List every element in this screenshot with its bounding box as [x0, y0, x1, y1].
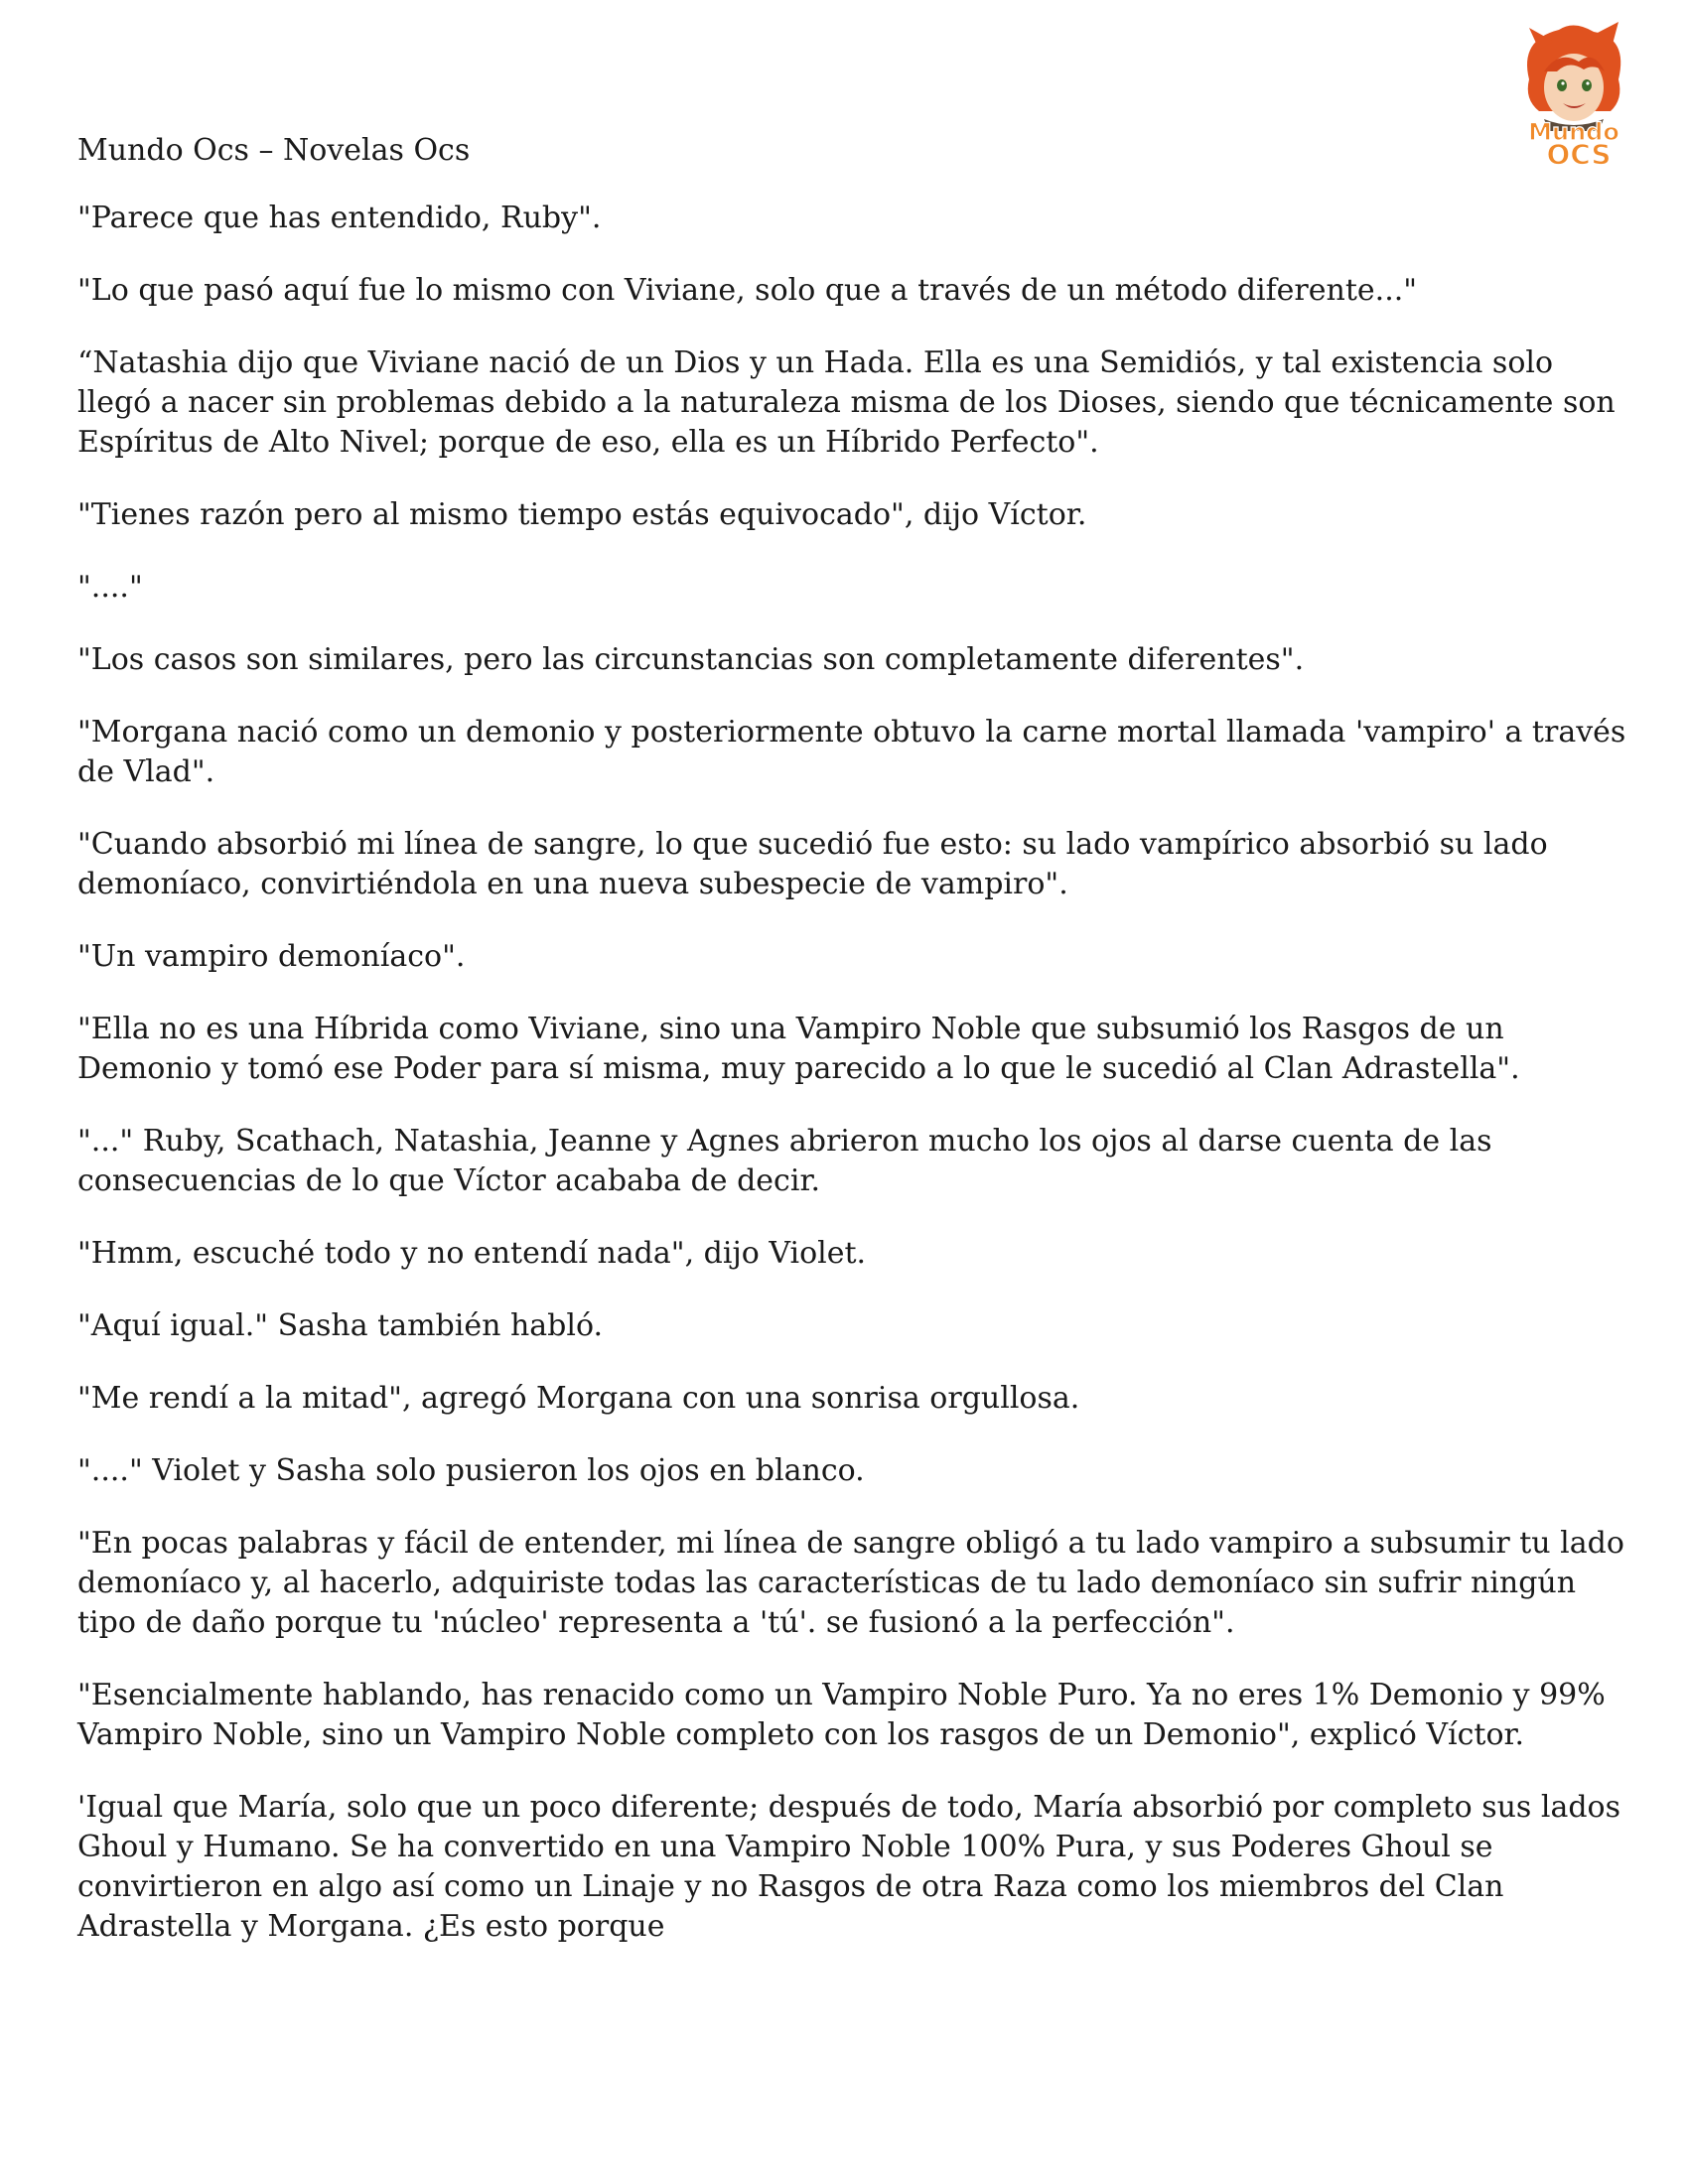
logo-text-line1: Mundo — [1528, 118, 1619, 146]
paragraph: "Hmm, escuché todo y no entendí nada", dijo Violet. — [77, 1236, 867, 1271]
paragraph: 'Igual que María, solo que un poco diferente; después de todo, María absorbió por completo sus lados Ghoul y Humano. Se ha convertido en una Vampiro Noble 100% Pura, y sus Poderes Ghoul se convirtieron en algo así como un Linaje y no Rasgos de otra Raza como los miembros del Clan Adrastella y Morgana. ¿Es esto porque — [77, 1790, 1620, 1944]
paragraph: "Ella no es una Híbrida como Viviane, sino una Vampiro Noble que subsumió los Rasgos de un Demonio y tomó ese Poder para sí misma, muy parecido a lo que le sucedió al Clan Adrastella". — [77, 1012, 1520, 1086]
paragraph: "..." Ruby, Scathach, Natashia, Jeanne y Agnes abrieron mucho los ojos al darse cuenta de las consecuencias de lo que Víctor acababa de decir. — [77, 1124, 1492, 1198]
paragraph: "Parece que has entendido, Ruby". — [77, 201, 602, 235]
paragraph: "Un vampiro demoníaco". — [77, 939, 466, 974]
paragraph: "Tienes razón pero al mismo tiempo estás equivocado", dijo Víctor. — [77, 497, 1087, 532]
paragraph: "...." — [77, 570, 143, 605]
novel-body — [77, 199, 1626, 1979]
site-header: Mundo Ocs – Novelas Ocs — [77, 133, 471, 168]
paragraph: "Morgana nació como un demonio y posteriormente obtuvo la carne mortal llamada 'vampiro' a través de Vlad". — [77, 715, 1626, 789]
paragraph: "Cuando absorbió mi línea de sangre, lo que sucedió fue esto: su lado vampírico absorbió su lado demoníaco, convirtiéndola en una nueva subespecie de vampiro". — [77, 827, 1548, 901]
paragraph: "Me rendí a la mitad", agregó Morgana con una sonrisa orgullosa. — [77, 1381, 1080, 1416]
paragraph: "En pocas palabras y fácil de entender, mi línea de sangre obligó a tu lado vampiro a subsumir tu lado demoníaco y, al hacerlo, adquiriste todas las características de tu lado demoníaco sin sufrir ningún tipo de daño porque tu 'núcleo' representa a 'tú'. se fusionó a la perfección". — [77, 1526, 1624, 1640]
paragraph: "Los casos son similares, pero las circunstancias son completamente diferentes". — [77, 642, 1305, 677]
paragraph: "Lo que pasó aquí fue lo mismo con Viviane, solo que a través de un método diferente..." — [77, 273, 1418, 308]
logo-text-line2: OCS — [1546, 138, 1612, 171]
mundo-ocs-logo-icon — [1499, 20, 1648, 169]
paragraph: "Aquí igual." Sasha también habló. — [77, 1308, 604, 1343]
paragraph: "Esencialmente hablando, has renacido como un Vampiro Noble Puro. Ya no eres 1% Demonio y 99% Vampiro Noble, sino un Vampiro Noble completo con los rasgos de un Demonio", explicó Víctor. — [77, 1678, 1606, 1752]
paragraph: “Natashia dijo que Viviane nació de un Dios y un Hada. Ella es una Semidiós, y tal existencia solo llegó a nacer sin problemas debido a la naturaleza misma de los Dioses, siendo que técnicamente son Espíritus de Alto Nivel; porque de eso, ella es un Híbrido Perfecto". — [77, 345, 1616, 460]
paragraph: "...." Violet y Sasha solo pusieron los ojos en blanco. — [77, 1453, 865, 1488]
